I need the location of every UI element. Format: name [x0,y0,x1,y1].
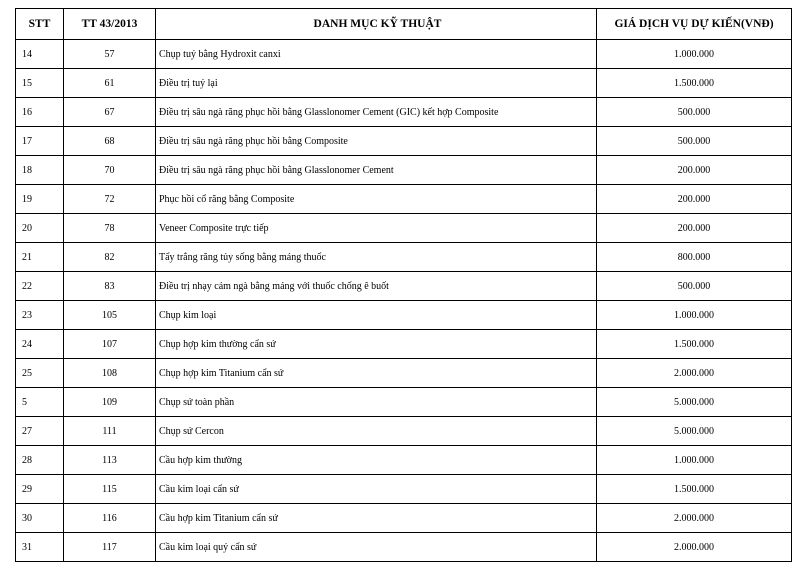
row-tt: 115 [64,475,156,504]
row-tt: 109 [64,388,156,417]
row-name: Cầu hợp kim Titanium cẩn sứ [156,504,597,533]
table-row [16,475,792,504]
row-name: Điều trị nhạy cảm ngà bằng máng với thuốc chống ê buốt [156,272,597,301]
row-stt: 17 [16,127,64,156]
row-tt: 68 [64,127,156,156]
header-price: GIÁ DỊCH VỤ DỰ KIẾN(VNĐ) [597,9,792,40]
row-name: Chụp hợp kim Titanium cẩn sứ [156,359,597,388]
row-tt: 111 [64,417,156,446]
row-tt: 83 [64,272,156,301]
row-name: Chụp hợp kim thường cẩn sứ [156,330,597,359]
header-stt: STT [16,9,64,40]
row-tt: 82 [64,243,156,272]
row-stt: 27 [16,417,64,446]
table-row [16,446,792,475]
table-row [16,272,792,301]
row-price: 500.000 [597,98,792,127]
table-header-row [16,9,792,40]
row-price: 1.500.000 [597,475,792,504]
row-price: 5.000.000 [597,388,792,417]
row-name: Chụp tuỷ bằng Hydroxit canxi [156,40,597,69]
row-tt: 67 [64,98,156,127]
row-price: 1.500.000 [597,330,792,359]
row-stt: 19 [16,185,64,214]
table-row [16,185,792,214]
table-row [16,301,792,330]
table-row [16,127,792,156]
row-tt: 107 [64,330,156,359]
row-stt: 16 [16,98,64,127]
row-tt: 72 [64,185,156,214]
row-stt: 23 [16,301,64,330]
row-stt: 28 [16,446,64,475]
row-tt: 108 [64,359,156,388]
row-tt: 117 [64,533,156,562]
header-name: DANH MỤC KỸ THUẬT [156,9,597,40]
header-tt: TT 43/2013 [64,9,156,40]
table-row [16,40,792,69]
row-name: Cầu hợp kim thường [156,446,597,475]
row-tt: 61 [64,69,156,98]
table-row [16,533,792,562]
row-price: 2.000.000 [597,504,792,533]
row-stt: 29 [16,475,64,504]
row-price: 1.500.000 [597,69,792,98]
row-name: Veneer Composite trực tiếp [156,214,597,243]
row-name: Cầu kim loại cẩn sứ [156,475,597,504]
price-table [15,8,792,562]
row-name: Điều trị sâu ngà răng phục hồi bằng Glasslonomer Cement (GIC) kết hợp Composite [156,98,597,127]
row-name: Tẩy trắng răng tủy sống bằng máng thuốc [156,243,597,272]
table-row [16,359,792,388]
row-stt: 15 [16,69,64,98]
row-price: 500.000 [597,127,792,156]
row-name: Điều trị sâu ngà răng phục hồi bằng Composite [156,127,597,156]
row-price: 2.000.000 [597,533,792,562]
row-tt: 105 [64,301,156,330]
row-stt: 21 [16,243,64,272]
row-price: 500.000 [597,272,792,301]
table-row [16,243,792,272]
row-stt: 31 [16,533,64,562]
row-stt: 5 [16,388,64,417]
row-price: 200.000 [597,185,792,214]
table-row [16,330,792,359]
table-row [16,214,792,243]
row-stt: 30 [16,504,64,533]
row-tt: 116 [64,504,156,533]
row-name: Điều trị sâu ngà răng phục hồi bằng Glasslonomer Cement [156,156,597,185]
row-name: Cầu kim loại quý cẩn sứ [156,533,597,562]
row-tt: 113 [64,446,156,475]
row-price: 5.000.000 [597,417,792,446]
table-row [16,156,792,185]
row-tt: 70 [64,156,156,185]
row-name: Chụp sứ Cercon [156,417,597,446]
table-row [16,98,792,127]
row-name: Điều trị tuỷ lại [156,69,597,98]
table-row [16,504,792,533]
row-stt: 20 [16,214,64,243]
row-stt: 24 [16,330,64,359]
row-price: 2.000.000 [597,359,792,388]
table-body [16,40,792,562]
row-price: 1.000.000 [597,446,792,475]
row-price: 200.000 [597,214,792,243]
row-tt: 78 [64,214,156,243]
row-name: Phục hồi cổ răng bằng Composite [156,185,597,214]
row-price: 1.000.000 [597,40,792,69]
row-stt: 14 [16,40,64,69]
row-stt: 18 [16,156,64,185]
row-price: 1.000.000 [597,301,792,330]
row-price: 800.000 [597,243,792,272]
row-price: 200.000 [597,156,792,185]
table-row [16,69,792,98]
row-tt: 57 [64,40,156,69]
table-row [16,388,792,417]
row-stt: 25 [16,359,64,388]
row-name: Chụp sứ toàn phần [156,388,597,417]
row-stt: 22 [16,272,64,301]
row-name: Chụp kim loại [156,301,597,330]
table-row [16,417,792,446]
